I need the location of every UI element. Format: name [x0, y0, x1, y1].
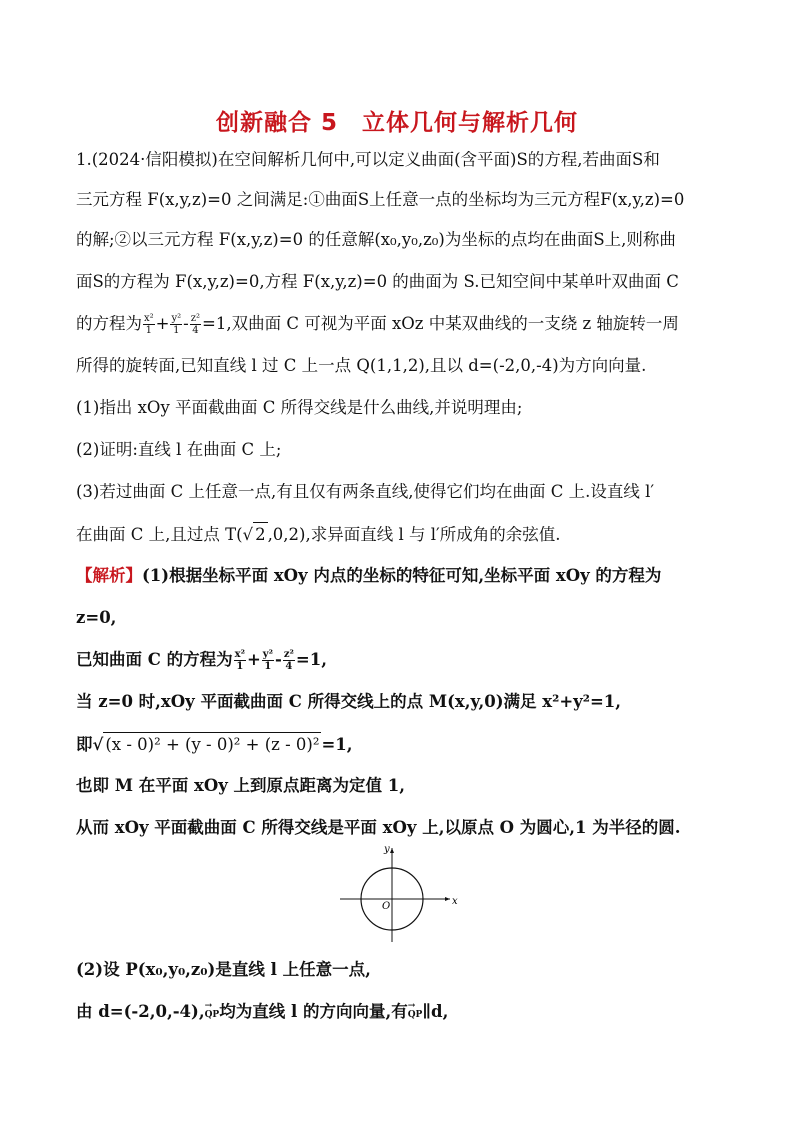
solution-line-4: 当 z=0 时,xOy 平面截曲面 C 所得交线上的点 M(x,y,0)满足 x²+y²=1, — [76, 692, 622, 711]
fraction-y2-over-1: $\frac{\text{y²}}{1}$ — [171, 313, 182, 336]
page-title: 创新融合 5 立体几何与解析几何 — [215, 110, 578, 136]
problem-line-6: 所得的旋转面,已知直线 l 过 C 上一点 Q(1,1,2),且以 d=(-2,0,-4)为方向向量. — [76, 356, 647, 375]
x-axis-arrow — [445, 897, 450, 901]
question-2: (2)证明:直线 l 在曲面 C 上; — [76, 440, 282, 459]
solution-line-5: 即√ (x - 0)² + (y - 0)² + (z - 0)² =1, — [76, 732, 726, 757]
distance-sqrt: (x - 0)² + (y - 0)² + (z - 0)² — [103, 732, 321, 757]
fraction-z2-over-4: $\frac{\text{z²}}{4}$ — [190, 313, 201, 336]
vector-qp: → QP — [205, 1003, 220, 1027]
solution-line-8: (2)设 P(x₀,y₀,z₀)是直线 l 上任意一点, — [76, 960, 371, 979]
solution-tag: 【解析】 — [76, 566, 142, 585]
origin-label: O — [382, 901, 391, 912]
solution-line-3: 已知曲面 C 的方程为 $\frac{\text{x²}}{1}$ + $\frac{\text{y²}}{1}$ - $\frac{\text{z²}}{4}$ =1, — [76, 649, 327, 672]
equation-suffix: 1,双曲面 C 可视为平面 xOz 中某双曲线的一支绕 z 轴旋转一周 — [215, 314, 679, 333]
question-3-line-1: (3)若过曲面 C 上任意一点,有且仅有两条直线,使得它们均在曲面 C 上.设直线 l′ — [76, 482, 655, 501]
solution-line-6: 也即 M 在平面 xOy 上到原点距离为定值 1, — [76, 776, 406, 795]
question-1: (1)指出 xOy 平面截曲面 C 所得交线是什么曲线,并说明理由; — [76, 398, 523, 417]
x-axis-label: x — [452, 896, 458, 907]
circle-figure — [336, 842, 460, 946]
problem-line-4: 面S的方程为 F(x,y,z)=0,方程 F(x,y,z)=0 的曲面为 S.已知空间中某单叶双曲面 C — [76, 272, 679, 291]
solution-line-7: 从而 xOy 平面截曲面 C 所得交线是平面 xOy 上,以原点 O 为圆心,1 为半径的圆. — [76, 818, 681, 837]
problem-line-1: 1.(2024·信阳模拟)在空间解析几何中,可以定义曲面(含平面)S的方程,若曲面S和 — [76, 150, 660, 169]
problem-line-2: 三元方程 F(x,y,z)=0 之间满足:①曲面S上任意一点的坐标均为三元方程F(x,y,z)=0 — [76, 190, 685, 209]
solution-line-9: 由 d=(-2,0,-4),→ QP均为直线 l 的方向向量,有→ QP∥d, — [76, 1000, 726, 1027]
problem-line-3: 的解;②以三元方程 F(x,y,z)=0 的任意解(x₀,y₀,z₀)为坐标的点均在曲面S上,则称曲 — [76, 230, 676, 249]
solution-line-2: z=0, — [76, 608, 117, 627]
y-axis-arrow — [390, 848, 394, 853]
fraction-x2-over-1: $\frac{\text{x²}}{1}$ — [144, 313, 154, 336]
equation-prefix: 的方程为 — [76, 314, 142, 333]
problem-line-5: 的方程为 $\frac{\text{x²}}{1}$ + $\frac{\text{y²}}{1}$ - $\frac{\text{z²}}{4}$ =1,双曲面 C 可视为平面 xOz 中某双曲线的一支绕 z 轴旋转一周 — [76, 313, 679, 336]
y-axis-label: y — [384, 844, 390, 855]
vector-qp-2: → QP — [408, 1003, 423, 1027]
sqrt-two: 2 — [253, 522, 268, 547]
question-3-line-2: 在曲面 C 上,且过点 T(√ 2 ,0,2),求异面直线 l 与 l′所成角的余弦值. — [76, 522, 726, 547]
solution-line-1: 【解析】(1)根据坐标平面 xOy 内点的坐标的特征可知,坐标平面 xOy 的方程为 — [76, 566, 662, 585]
